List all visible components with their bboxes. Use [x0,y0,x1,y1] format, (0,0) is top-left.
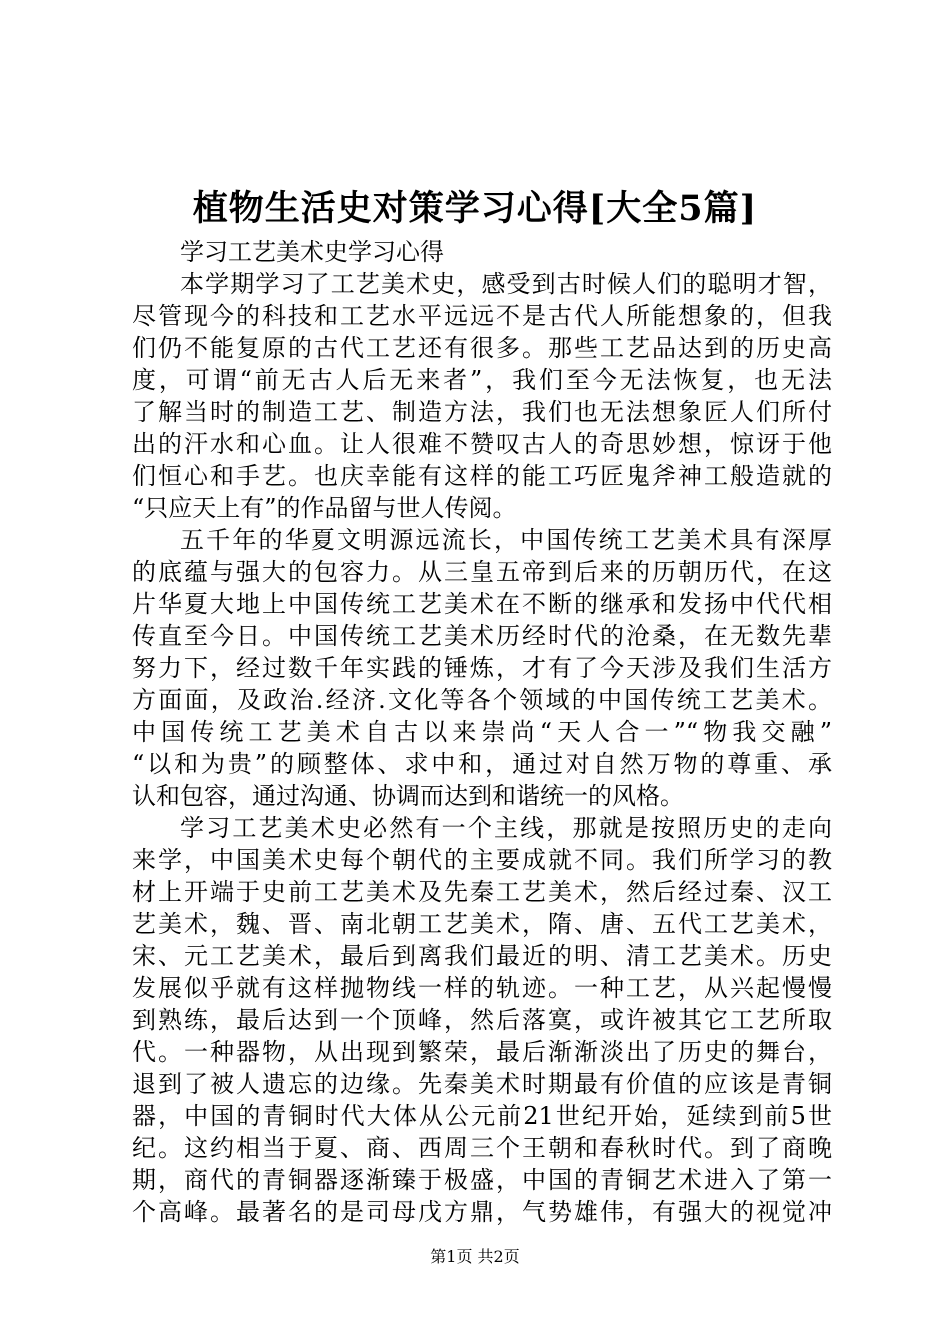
text-line: 度，可谓“前无古人后无来者”，我们至今无法恢复，也无法 [132,366,832,394]
text-line: 认和包容，通过沟通、协调而达到和谐统一的风格。 [132,782,684,810]
text-line: 了解当时的制造工艺、制造方法，我们也无法想象匠人们所付 [132,398,832,426]
document-body [132,236,832,1228]
text-line: 出的汗水和心血。让人很难不赞叹古人的奇思妙想，惊讶于他 [132,430,832,458]
text-line: 中国传统工艺美术自古以来崇尚“天人合一”“物我交融” [132,718,832,746]
text-line: 个高峰。最著名的是司母戊方鼎，气势雄伟，有强大的视觉冲 [132,1198,832,1226]
text-line: 片华夏大地上中国传统工艺美术在不断的继承和发扬中代代相 [132,590,832,618]
section-subtitle: 学习工艺美术史学习心得 [180,238,444,266]
text-line: 们仍不能复原的古代工艺还有很多。那些工艺品达到的历史高 [132,334,832,362]
text-line: 退到了被人遗忘的边缘。先秦美术时期最有价值的应该是青铜 [132,1070,832,1098]
text-line: “只应天上有”的作品留与世人传阅。 [132,494,517,522]
text-line: 来学，中国美术史每个朝代的主要成就不同。我们所学习的教 [132,846,832,874]
text-line: 到熟练，最后达到一个顶峰，然后落寞，或许被其它工艺所取 [132,1006,832,1034]
text-line: 宋、元工艺美术，最后到离我们最近的明、清工艺美术。历史 [132,942,832,970]
text-line: 纪。这约相当于夏、商、西周三个王朝和春秋时代。到了商晚 [132,1134,832,1162]
text-line: 发展似乎就有这样抛物线一样的轨迹。一种工艺，从兴起慢慢 [132,974,832,1002]
text-line: 本学期学习了工艺美术史，感受到古时候人们的聪明才智， [180,270,832,298]
text-line: 的底蕴与强大的包容力。从三皇五帝到后来的历朝历代，在这 [132,558,832,586]
text-line: 方面面，及政治.经济.文化等各个领域的中国传统工艺美术。 [132,686,832,714]
text-line: 器，中国的青铜时代大体从公元前21世纪开始，延续到前5世 [132,1102,832,1130]
page-number: 第1页 共2页 [430,1247,520,1266]
text-line: 尽管现今的科技和工艺水平远远不是古代人所能想象的，但我 [132,302,832,330]
text-line: 材上开端于史前工艺美术及先秦工艺美术，然后经过秦、汉工 [132,878,832,906]
text-line: 代。一种器物，从出现到繁荣，最后渐渐淡出了历史的舞台， [132,1038,832,1066]
document-title: 植物生活史对策学习心得[大全5篇] [192,188,758,229]
text-line: 五千年的华夏文明源远流长，中国传统工艺美术具有深厚 [180,526,832,554]
text-line: 努力下，经过数千年实践的锤炼，才有了今天涉及我们生活方 [132,654,832,682]
text-line: 学习工艺美术史必然有一个主线，那就是按照历史的走向 [180,814,832,842]
text-line: “以和为贵”的顾整体、求中和，通过对自然万物的尊重、承 [132,750,832,778]
text-line: 传直至今日。中国传统工艺美术历经时代的沧桑，在无数先辈 [132,622,832,650]
text-line: 艺美术，魏、晋、南北朝工艺美术，隋、唐、五代工艺美术， [132,910,832,938]
text-line: 期，商代的青铜器逐渐臻于极盛，中国的青铜艺术进入了第一 [132,1166,832,1194]
text-line: 们恒心和手艺。也庆幸能有这样的能工巧匠鬼斧神工般造就的 [132,462,832,490]
